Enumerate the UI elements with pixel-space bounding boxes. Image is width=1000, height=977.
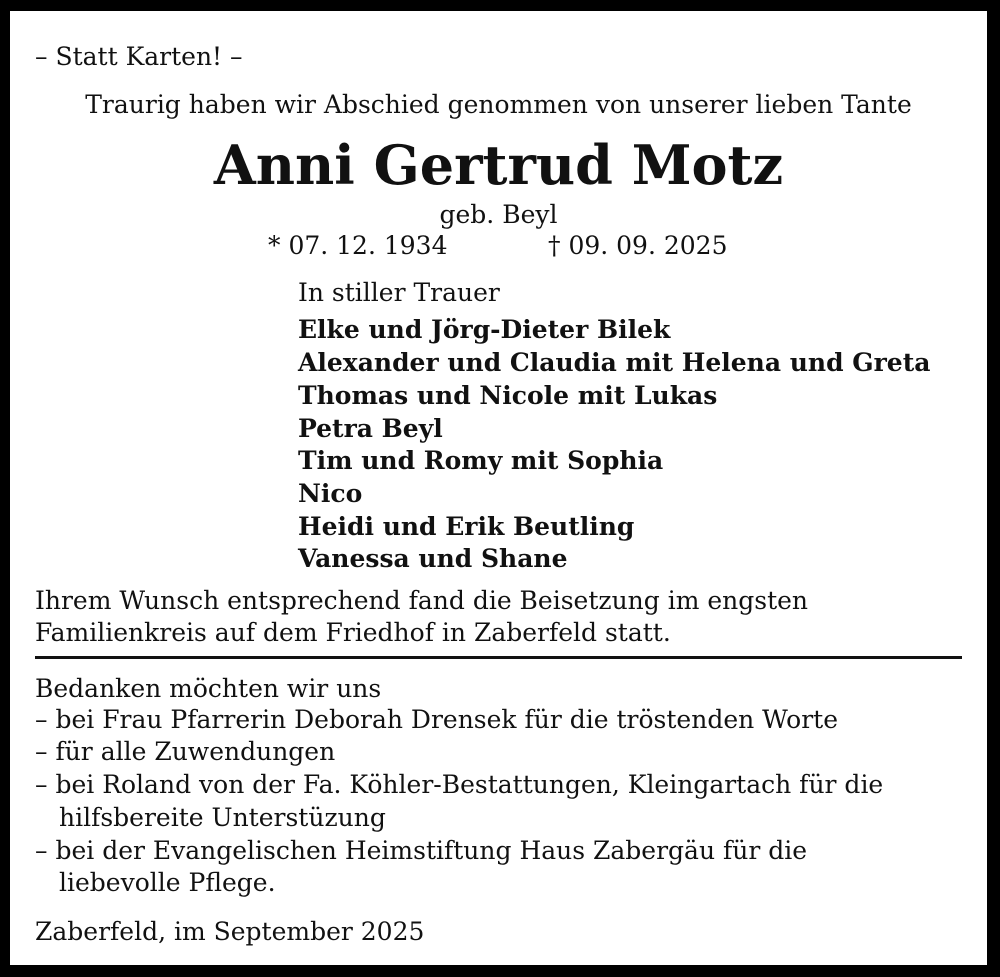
intro-text: Traurig haben wir Abschied genommen von unserer lieben Tante [85,90,912,119]
mourner-name: Heidi und Erik Beutling [298,512,635,541]
birth-name: geb. Beyl [439,200,558,229]
mourners-intro: In stiller Trauer [298,278,500,307]
mourner-name: Thomas und Nicole mit Lukas [298,381,718,410]
mourner-name: Nico [298,479,363,508]
mourner-name: Vanessa und Shane [298,544,568,573]
thanks-line: – bei der Evangelischen Heimstiftung Haus Zabergäu für die [35,836,808,865]
thanks-line: liebevolle Pflege. [59,868,276,897]
thanks-intro: Bedanken möchten wir uns [35,674,382,703]
mourner-name: Alexander und Claudia mit Helena und Greta [298,348,931,377]
burial-text: Ihrem Wunsch entsprechend fand die Beisetzung im engsten [35,586,809,615]
thanks-line: – bei Roland von der Fa. Köhler-Bestattungen, Kleingartach für die [35,770,884,799]
statt-karten-note: – Statt Karten! – [35,42,243,71]
deceased-name: Anni Gertrud Motz [213,133,784,197]
thanks-line: – für alle Zuwendungen [35,737,336,766]
thanks-line: hilfsbereite Unterstüzung [59,803,386,832]
mourner-name: Elke und Jörg-Dieter Bilek [298,315,671,344]
birth-date: * 07. 12. 1934 [268,231,448,260]
obituary-notice [10,11,987,965]
burial-text: Familienkreis auf dem Friedhof in Zaberfeld statt. [35,618,671,647]
death-date: † 09. 09. 2025 [548,231,728,260]
mourner-name: Tim und Romy mit Sophia [298,446,664,475]
place-date: Zaberfeld, im September 2025 [35,917,425,946]
thanks-line: – bei Frau Pfarrerin Deborah Drensek für die tröstenden Worte [35,705,839,734]
mourner-name: Petra Beyl [298,414,443,443]
divider [35,656,962,659]
